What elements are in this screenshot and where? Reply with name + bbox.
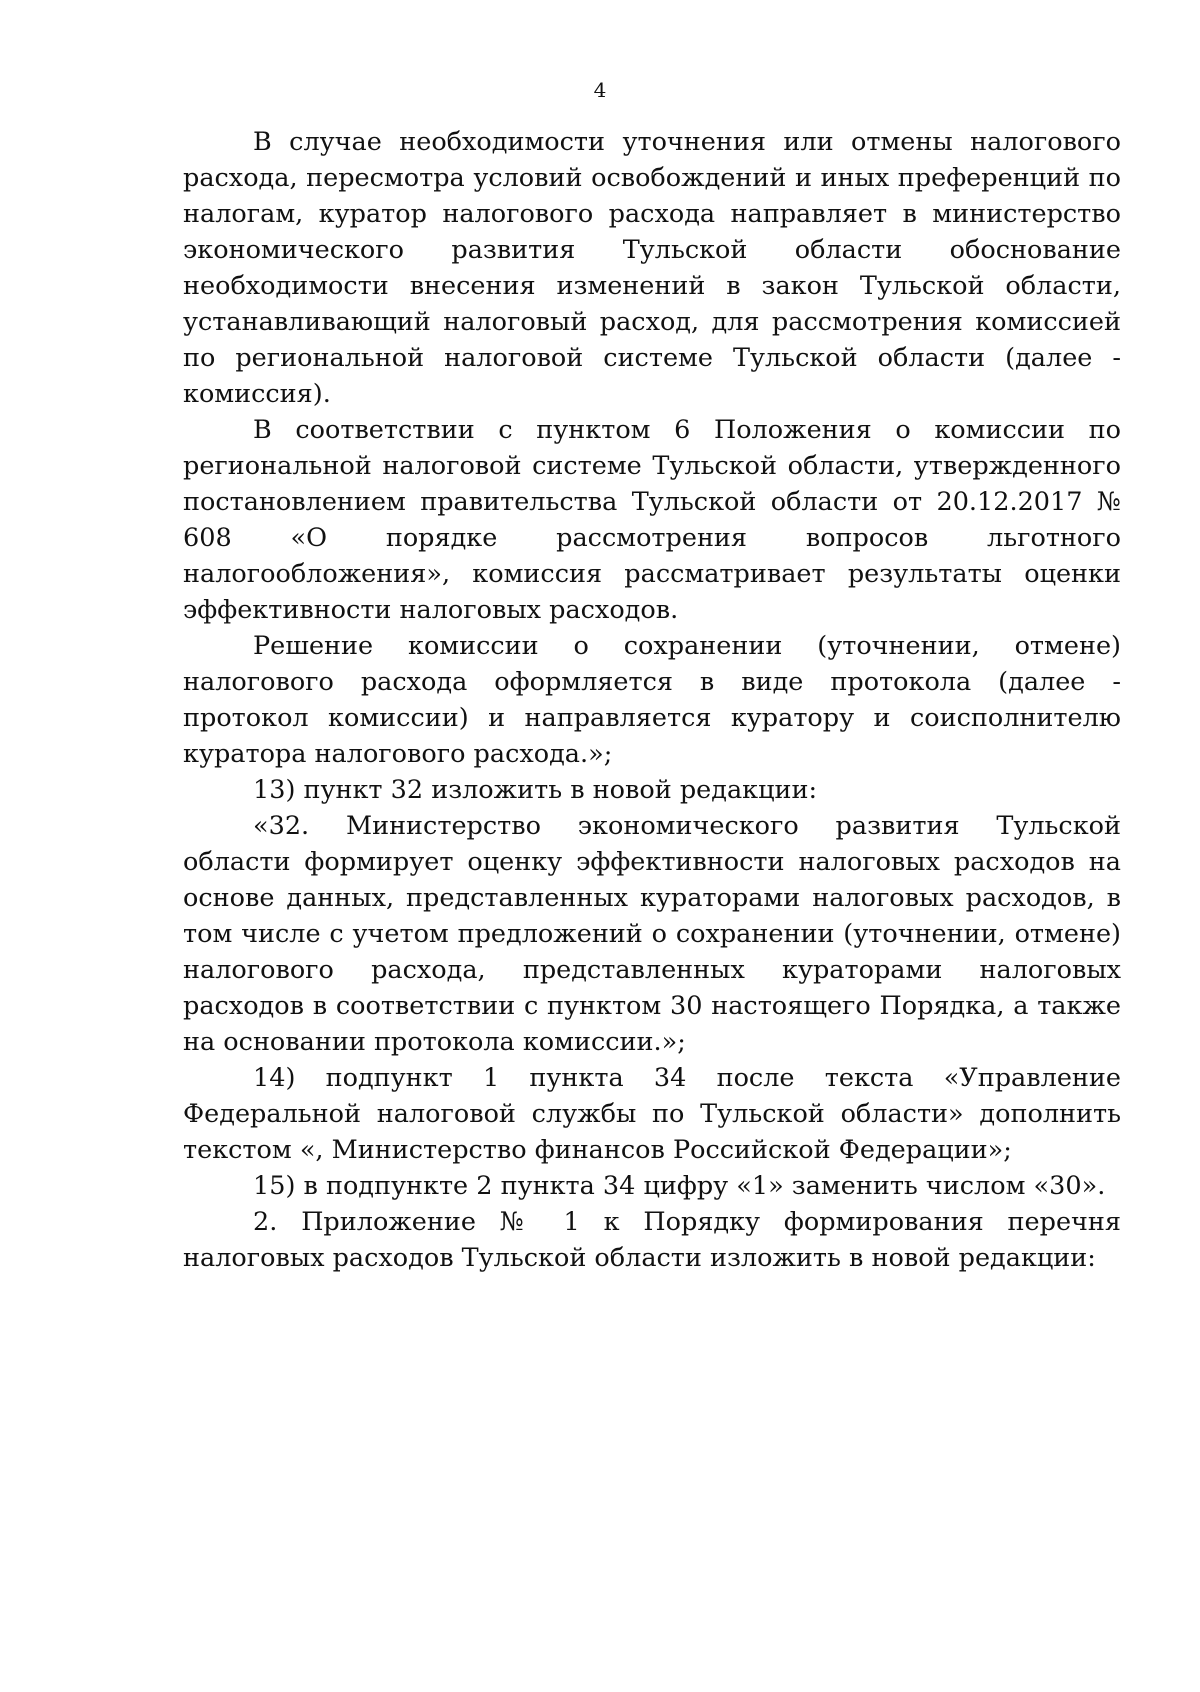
paragraph-item-13: 13) пункт 32 изложить в новой редакции: [253,775,818,805]
page-number: 4 [593,78,607,102]
paragraph-commission-decision: Решение комиссии о сохранении (уточнении, отмене) налогового расхода оформляется в виде протокола (далее - протокол комиссии) и направляется куратору и соисполнителю куратора налогового расхода.»; [183,631,1121,769]
paragraph-commission-basis: В соответствии с пунктом 6 Положения о комиссии по региональной налоговой системе Тульской области, утвержденного постановлением правительства Тульской области от 20.12.2017 № 608 «О порядке рассмотрения вопросов льготного налогообложения», комиссия рассматривает результаты оценки эффективности налоговых расходов. [183,415,1121,625]
paragraph-item-14: 14) подпункт 1 пункта 34 после текста «Управление Федеральной налоговой службы по Тульской области» дополнить текстом «, Министерство финансов Российской Федерации»; [183,1063,1121,1165]
document-body [183,124,1121,1276]
paragraph-item-15: 15) в подпункте 2 пункта 34 цифру «1» заменить числом «30». [253,1171,1106,1201]
paragraph-point-32: «32. Министерство экономического развития Тульской области формирует оценку эффективности налоговых расходов на основе данных, представленных кураторами налоговых расходов, в том числе с учетом предложений о сохранении (уточнении, отмене) налогового расхода, представленных кураторами налоговых расходов в соответствии с пунктом 30 настоящего Порядка, а также на основании протокола комиссии.»; [183,811,1121,1057]
paragraph-expense-revision: В случае необходимости уточнения или отмены налогового расхода, пересмотра условий освобождений и иных преференций по налогам, куратор налогового расхода направляет в министерство экономического развития Тульской области обоснование необходимости внесения изменений в закон Тульской области, устанавливающий налоговый расход, для рассмотрения комиссией по региональной налоговой системе Тульской области (далее - комиссия). [183,127,1121,409]
paragraph-appendix-1: 2. Приложение № 1 к Порядку формирования перечня налоговых расходов Тульской области изложить в новой редакции: [183,1207,1121,1273]
